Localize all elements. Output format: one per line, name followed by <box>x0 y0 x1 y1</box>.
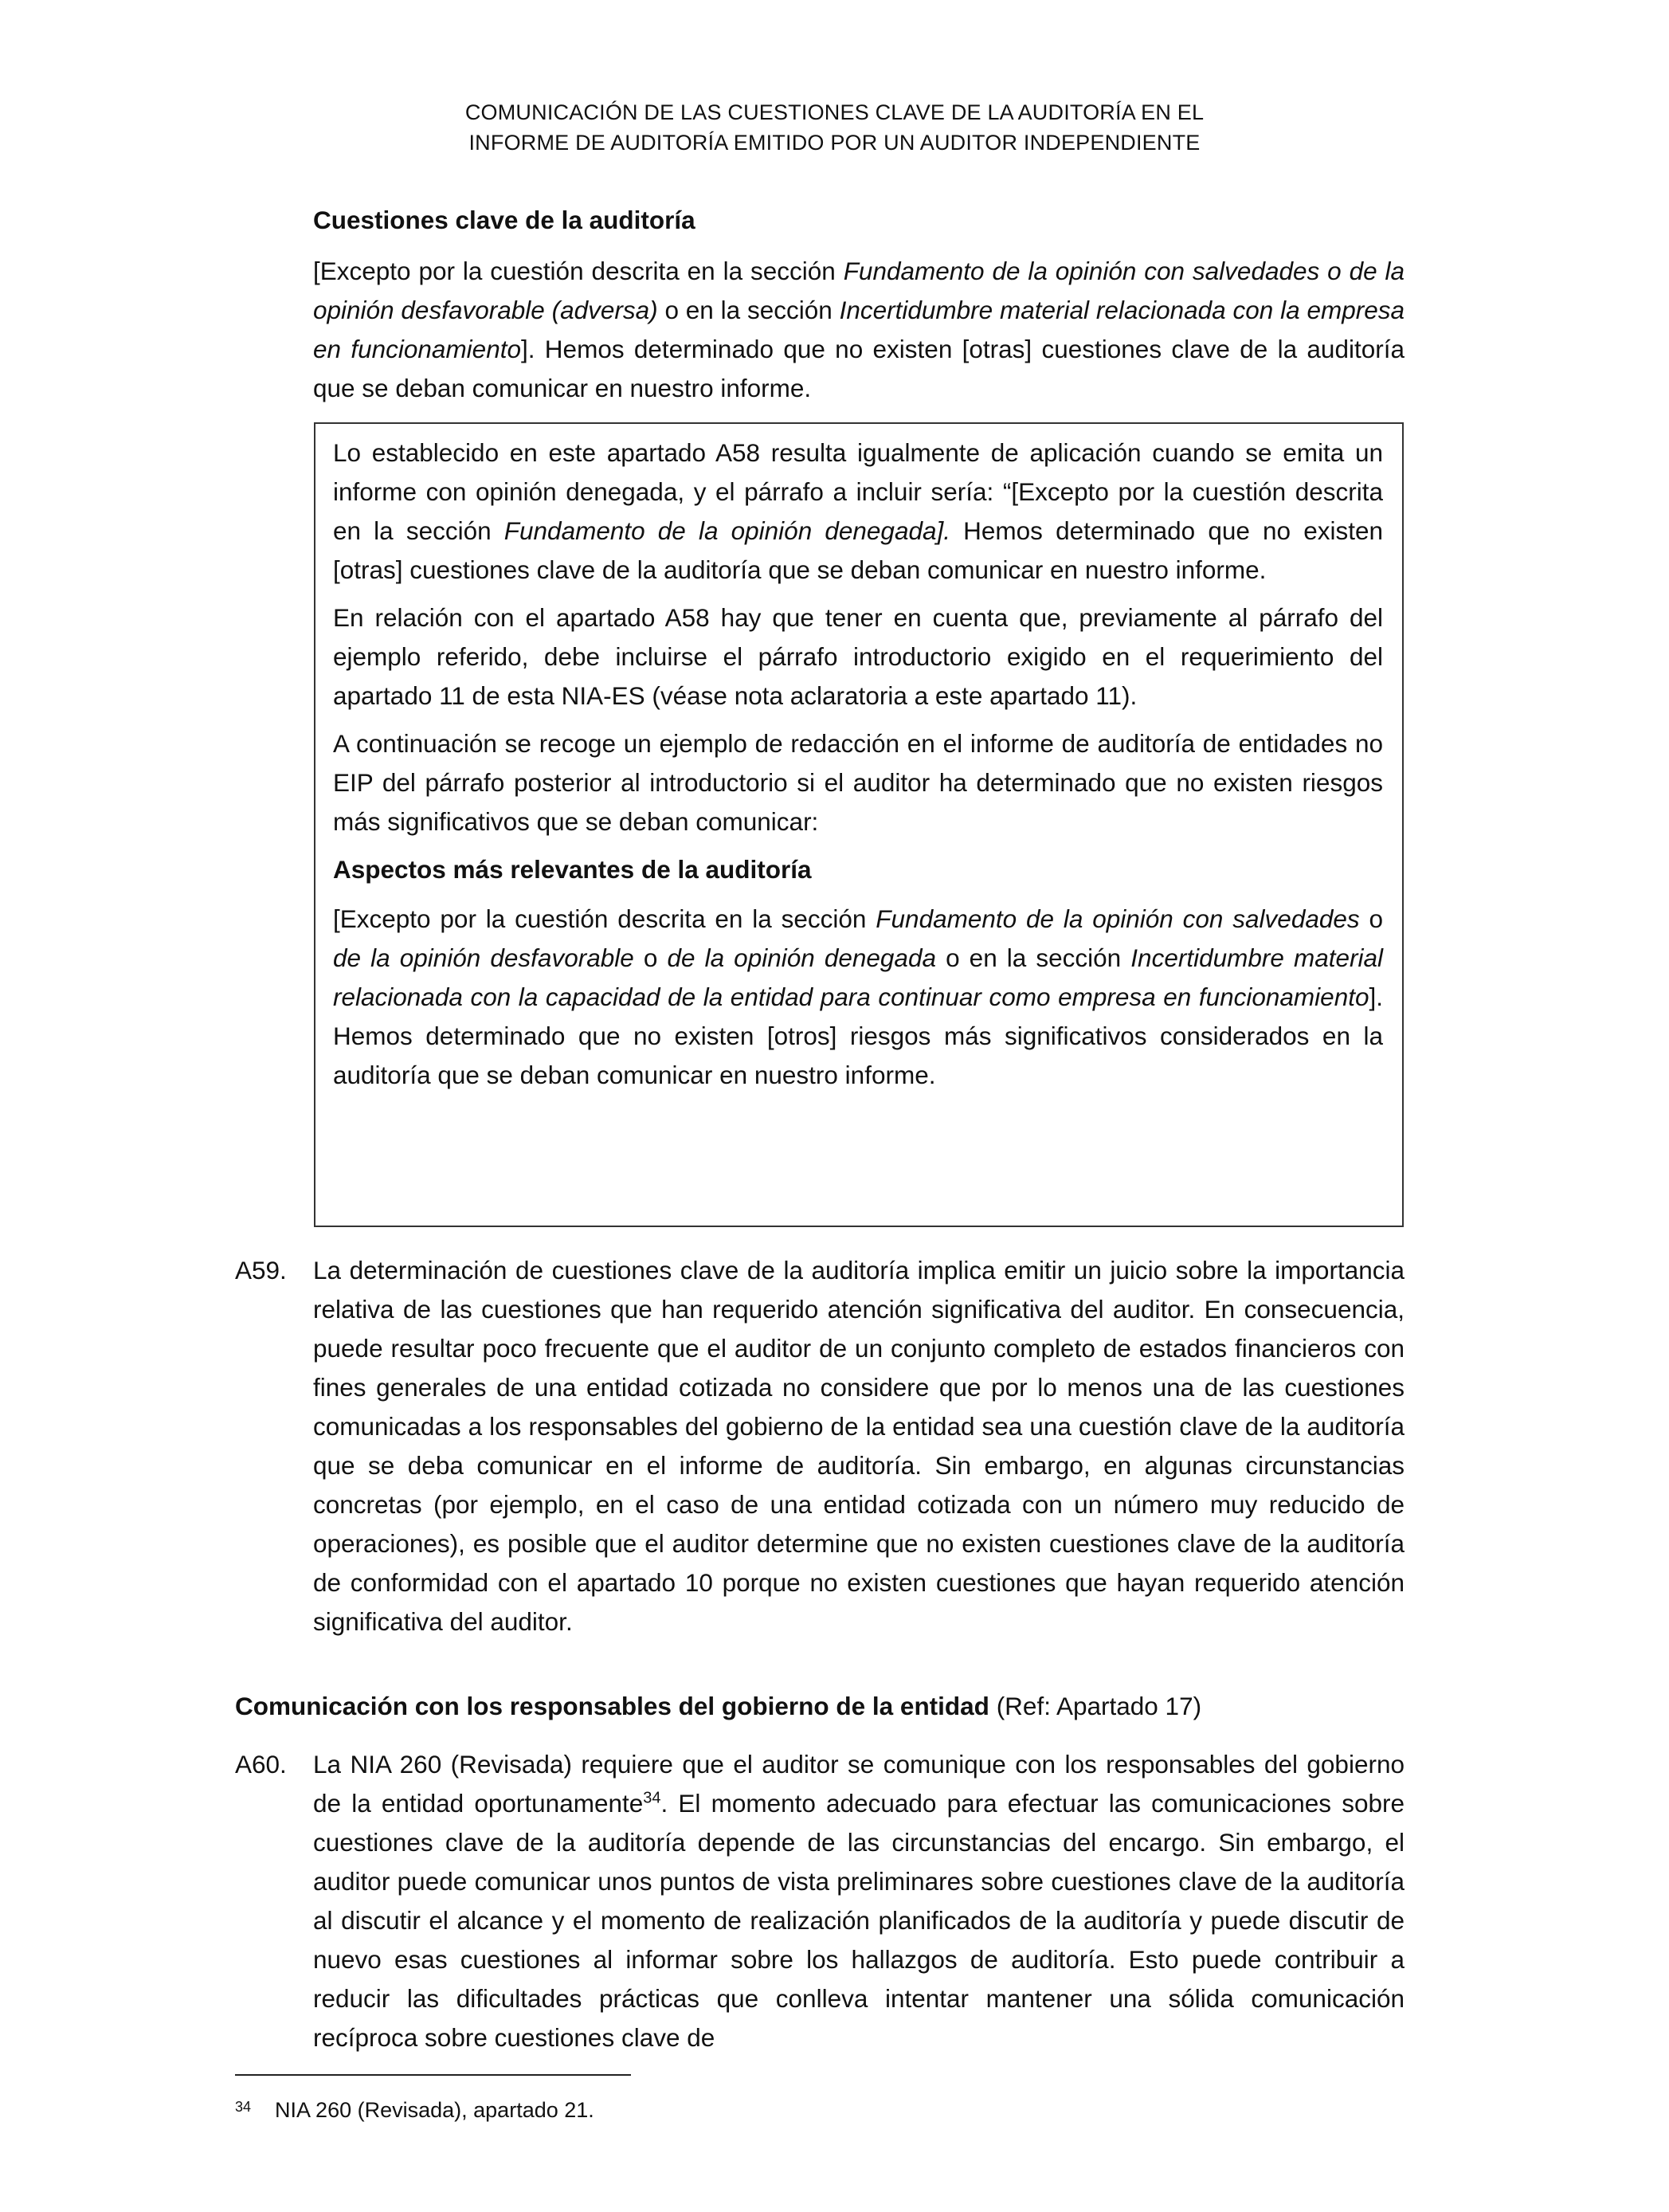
intro-text-1: [Excepto por la cuestión descrita en la sección <box>313 257 844 285</box>
paragraph-text-a59: La determinación de cuestiones clave de la auditoría implica emitir un juicio sobre la importancia relativa de las cuestiones que han requerido atención significativa del auditor. En consecuencia, puede resultar poco frecuente que el auditor de un conjunto completo de estados financieros con fines generales de una entidad cotizada no considere que por lo menos una de las cuestiones comunicadas a los responsables del gobierno de la entidad sea una cuestión clave de la auditoría que se deba comunicar en el informe de auditoría. Sin embargo, en algunas circunstancias concretas (por ejemplo, en el caso de una entidad cotizada con un número muy reducido de operaciones), es posible que el auditor determine que no existen cuestiones clave de la auditoría de conformidad con el apartado 10 porque no existen cuestiones que hayan requerido atención significativa del auditor. <box>313 1256 1405 1636</box>
intro-italic-2: Incertidumbre material relacionada con la empresa en funcionamiento <box>313 296 1405 363</box>
note-subheading: Aspectos más relevantes de la auditoría <box>333 855 812 884</box>
paragraph-a59 <box>235 1251 1405 1641</box>
note-p1-italic-1: Fundamento de la opinión denegada]. <box>503 516 951 545</box>
footnote-34 <box>235 2096 594 2124</box>
intro-paragraph <box>313 252 1405 408</box>
footnote-text: NIA 260 (Revisada), apartado 21. <box>275 2098 594 2122</box>
page-header <box>0 97 1669 158</box>
paragraph-a60 <box>235 1745 1405 2057</box>
a60-text-1: La NIA 260 (Revisada) requiere que el auditor se comunique con los responsables del gobierno de la entidad oportunamente <box>313 1750 1405 1818</box>
explanatory-note-box <box>314 422 1404 1227</box>
section-heading-comunicacion-title: Comunicación con los responsables del gobierno de la entidad <box>235 1692 989 1720</box>
note-p1-text-2: Hemos determinado que no existen [otras] cuestiones clave de la auditoría que se deban comunicar en nuestro informe. <box>333 516 1384 584</box>
paragraph-number-a60: A60. <box>235 1750 287 1779</box>
note-p4-text-2: o <box>1359 904 1383 933</box>
note-p1-text-1: Lo establecido en este apartado A58 resulta igualmente de aplicación cuando se emita un informe con opinión denegada, y el párrafo a incluir sería: “[Excepto por la cuestión descrita en la sección <box>333 438 1383 545</box>
footnote-separator <box>235 2074 631 2076</box>
a60-text-2: . El momento adecuado para efectuar las comunicaciones sobre cuestiones clave de la auditoría depende de las circunstancias del encargo. Sin embargo, el auditor puede comunicar unos puntos de vista preliminares sobre cuestiones clave de la auditoría al discutir el alcance y el momento de realización planificados de la auditoría y puede discutir de nuevo esas cuestiones al informar sobre los hallazgos de auditoría. Esto puede contribuir a reducir las dificultades prácticas que conlleva intentar mantener una sólida comunicación recíproca sobre cuestiones clave de <box>313 1789 1405 2052</box>
note-p4-text-3: o <box>633 943 668 972</box>
note-paragraph-1 <box>333 433 1383 590</box>
header-line-2: INFORME DE AUDITORÍA EMITIDO POR UN AUDITOR INDEPENDIENTE <box>468 131 1201 155</box>
note-paragraph-2: En relación con el apartado A58 hay que tener en cuenta que, previamente al párrafo del ejemplo referido, debe incluirse el párrafo introductorio exigido en el requerimiento del apartado 11 de esta NIA-ES (véase nota aclaratoria a este apartado 11). <box>333 603 1383 710</box>
section-heading-cuestiones-clave: Cuestiones clave de la auditoría <box>313 206 695 234</box>
section-heading-comunicacion <box>235 1687 1201 1726</box>
intro-text-2: o en la sección <box>657 296 840 324</box>
header-line-1: COMUNICACIÓN DE LAS CUESTIONES CLAVE DE LA AUDITORÍA EN EL <box>464 100 1205 124</box>
footnote-reference-34[interactable]: 34 <box>643 1789 661 1807</box>
section-heading-comunicacion-ref: (Ref: Apartado 17) <box>989 1692 1202 1720</box>
paragraph-number-a59: A59. <box>235 1256 287 1284</box>
explanatory-note-content <box>333 433 1383 1104</box>
note-p4-text-1: [Excepto por la cuestión descrita en la sección <box>333 904 876 933</box>
intro-italic-1: Fundamento de la opinión con salvedades o de la opinión desfavorable (adversa) <box>313 257 1405 324</box>
note-p4-text-4: o en la sección <box>936 943 1131 972</box>
note-paragraph-4 <box>333 900 1383 1095</box>
footnote-number: 34 <box>235 2099 252 2115</box>
note-p4-italic-3: de la opinión denegada <box>667 943 936 972</box>
intro-text-3: ]. Hemos determinado que no existen [otras] cuestiones clave de la auditoría que se deban comunicar en nuestro informe. <box>313 335 1405 402</box>
note-paragraph-3: A continuación se recoge un ejemplo de redacción en el informe de auditoría de entidades no EIP del párrafo posterior al introductorio si el auditor ha determinado que no existen riesgos más significativos que se deban comunicar: <box>333 729 1383 836</box>
note-p4-italic-1: Fundamento de la opinión con salvedades <box>876 904 1360 933</box>
note-p4-italic-2: de la opinión desfavorable <box>333 943 634 972</box>
paragraph-text-a60 <box>313 1745 1405 2057</box>
note-p4-italic-4: Incertidumbre material relacionada con la capacidad de la entidad para continuar como empresa en funcionamiento <box>333 943 1383 1011</box>
note-p4-text-5: ]. Hemos determinado que no existen [otros] riesgos más significativos considerados en la auditoría que se deban comunicar en nuestro informe. <box>333 982 1383 1089</box>
